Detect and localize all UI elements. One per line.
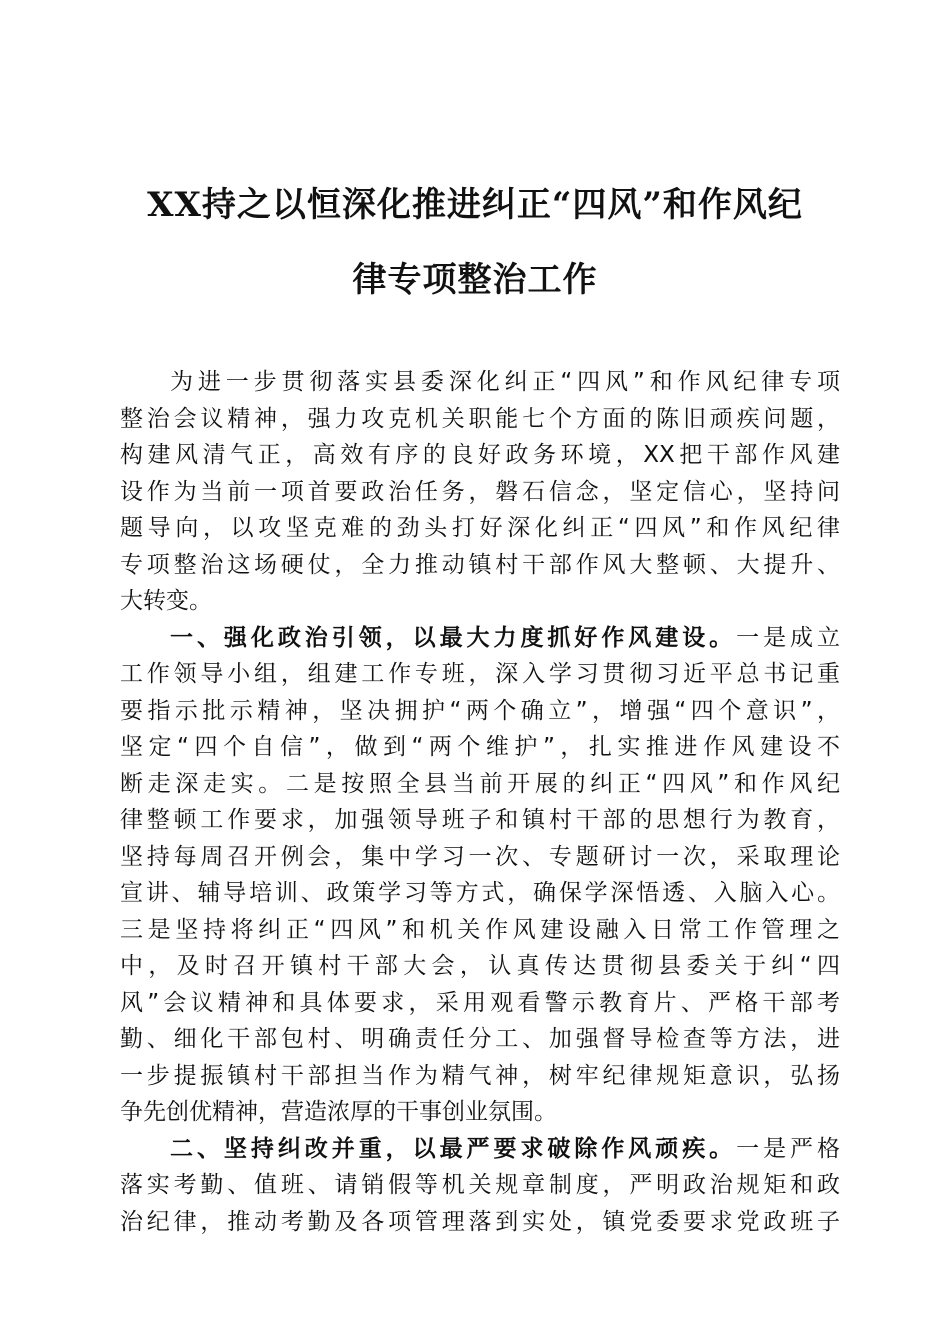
intro-paragraph — [120, 364, 840, 620]
intro-line: 构建风清气正，高效有序的良好政务环境，XX把干部作风建 — [120, 442, 840, 468]
section-1-line: 勤、细化干部包村、明确责任分工、加强督导检查等方法，进 — [120, 1026, 840, 1052]
document-title — [100, 168, 850, 318]
section-1-line: 三是坚持将纠正“四风”和机关作风建设融入日常工作管理之 — [120, 916, 840, 943]
section-1-line: 坚定“四个自信”，做到“两个维护”，扎实推进作风建设不 — [120, 734, 840, 760]
intro-line: 设作为当前一项首要政治任务，磐石信念，坚定信心，坚持问 — [120, 478, 840, 505]
section-2-line: 落实考勤、值班、请销假等机关规章制度，严明政治规矩和政 — [120, 1172, 840, 1198]
section-1-heading: 一、强化政治引领，以最大力度抓好作风建设。 — [170, 624, 737, 651]
section-1-line: 宣讲、辅导培训、政策学习等方式，确保学深悟透、入脑入心。 — [120, 880, 840, 906]
title-line-1: XX持之以恒深化推进纠正“四风”和作风纪 — [147, 185, 803, 225]
section-1-line: 风”会议精神和具体要求，采用观看警示教育片、严格干部考 — [120, 989, 840, 1016]
section-1-line: 坚持每周召开例会，集中学习一次、专题研讨一次，采取理论 — [120, 843, 840, 870]
intro-line: 题导向，以攻坚克难的劲头打好深化纠正“四风”和作风纪律 — [120, 515, 840, 541]
section-2-line: 治纪律，推动考勤及各项管理落到实处，镇党委要求党政班子 — [120, 1208, 840, 1235]
section-1-paragraph — [120, 620, 840, 1131]
title-line-2: 律专项整治工作 — [352, 260, 598, 300]
section-1-first-line-rest: 一是成立 — [736, 624, 841, 651]
section-2-paragraph — [120, 1131, 840, 1241]
section-2-first-line — [120, 1131, 840, 1168]
document-body — [120, 364, 840, 1240]
section-1-line: 断走深走实。二是按照全县当前开展的纠正“四风”和作风纪 — [120, 770, 840, 797]
section-1-line: 工作领导小组，组建工作专班，深入学习贯彻习近平总书记重 — [120, 661, 840, 687]
intro-line: 为进一步贯彻落实县委深化纠正“四风”和作风纪律专项 — [170, 369, 840, 395]
section-1-line: 要指示批示精神，坚决拥护“两个确立”，增强“四个意识”， — [120, 697, 840, 724]
section-1-line: 律整顿工作要求，加强领导班子和镇村干部的思想行为教育， — [120, 807, 840, 833]
section-2-first-line-rest: 一是严格 — [736, 1135, 841, 1162]
section-1-line: 中，及时召开镇村干部大会，认真传达贯彻县委关于纠“四 — [120, 953, 840, 979]
intro-line: 专项整治这场硬仗，全力推动镇村干部作风大整顿、大提升、 — [120, 551, 840, 578]
section-1-line: 一步提振镇村干部担当作为精气神，树牢纪律规矩意识，弘扬 — [120, 1062, 840, 1089]
intro-line: 大转变。 — [120, 588, 212, 614]
section-1-first-line — [120, 620, 840, 657]
section-1-line: 争先创优精神，营造浓厚的干事创业氛围。 — [120, 1099, 557, 1125]
intro-line: 整治会议精神，强力攻克机关职能七个方面的陈旧顽疾问题， — [120, 405, 840, 432]
section-2-heading: 二、坚持纠改并重，以最严要求破除作风顽疾。 — [170, 1135, 737, 1162]
